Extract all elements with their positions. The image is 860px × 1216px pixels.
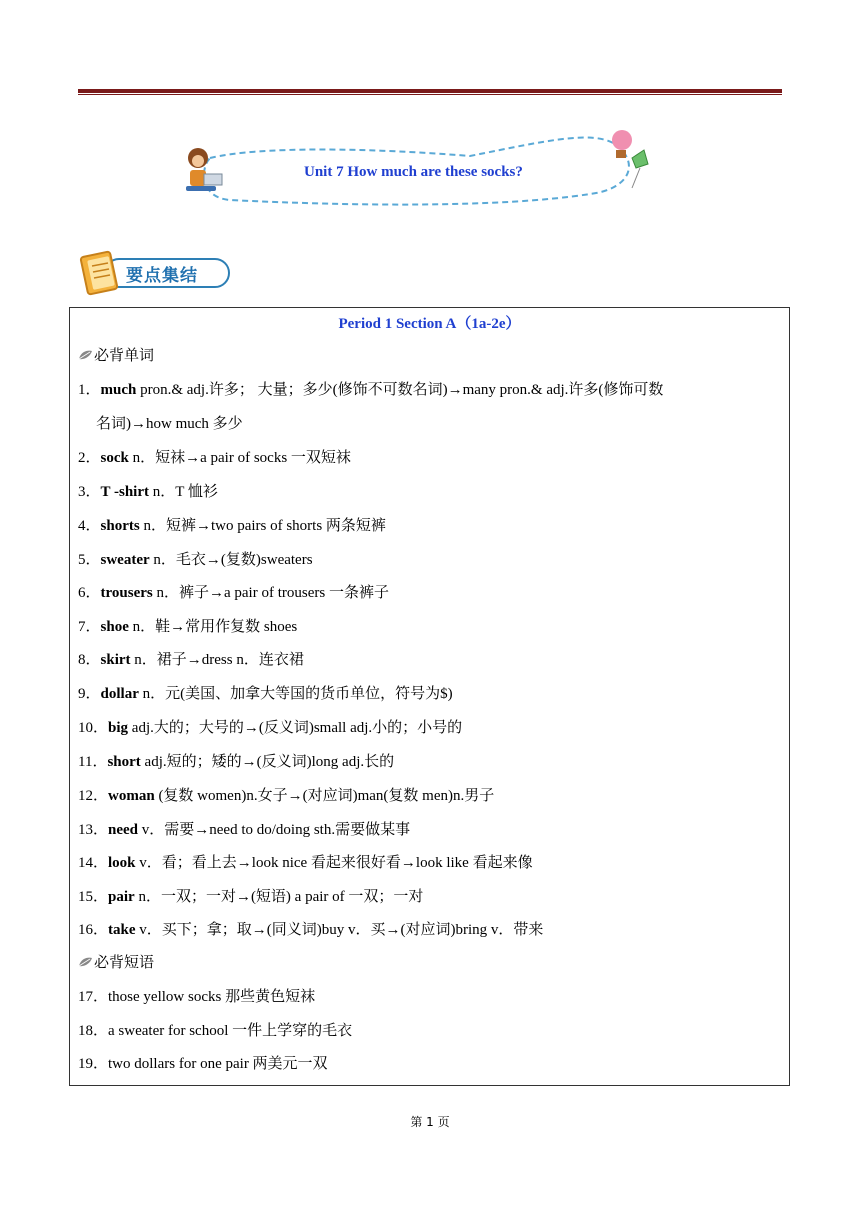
- heading-words-text: 必背单词: [94, 348, 155, 364]
- phrase-item-text: those yellow socks 那些黄色短袜: [108, 989, 316, 1005]
- vocab-item-number: 8．: [78, 652, 101, 668]
- vocab-item-word: trousers: [100, 585, 153, 601]
- vocab-item-word: short: [107, 754, 141, 770]
- vocab-item-word: dollar: [100, 686, 139, 702]
- vocab-item-definition: pron.& adj.许多； 大量；多少(修饰不可数名词)→many pron.& adj.许多(修饰可数: [136, 382, 664, 398]
- vocab-item-definition: n．一双；一对→(短语) a pair of 一双；一对: [134, 889, 424, 905]
- period-title: Period 1 Section A（1a-2e）: [338, 316, 521, 332]
- vocab-item-definition: (复数 women)n.女子→(对应词)man(复数 men)n.男子: [154, 788, 495, 804]
- vocab-item-word: need: [108, 822, 139, 838]
- page-footer: 第 1 页: [410, 1115, 450, 1129]
- vocab-item-word: shoe: [100, 619, 129, 635]
- vocab-item: [78, 885, 423, 906]
- vocab-item: [78, 648, 304, 669]
- leaf-bullet-icon: [78, 956, 93, 968]
- vocab-item-definition: n．短裤→two pairs of shorts 两条短裤: [139, 518, 386, 534]
- vocab-item: [78, 548, 313, 569]
- vocab-item-definition: v．买下；拿；取→(同义词)buy v．买→(对应词)bring v．带来: [135, 922, 544, 938]
- vocab-item-definition: n．T 恤衫: [149, 484, 218, 500]
- heading-phrases: [78, 951, 154, 972]
- vocab-item: [78, 716, 462, 737]
- phrase-item: [78, 1052, 328, 1073]
- vocab-item: [78, 514, 386, 535]
- vocab-item-definition: v．看；看上去→look nice 看起来很好看→look like 看起来像: [135, 855, 533, 871]
- vocab-item: [78, 818, 410, 839]
- vocab-item: [78, 581, 389, 602]
- vocab-item-word: pair: [108, 889, 135, 905]
- heading-words: [78, 344, 154, 365]
- phrase-item-number: 17．: [78, 989, 109, 1005]
- vocab-item-word: skirt: [100, 652, 131, 668]
- vocab-item-number: 6．: [78, 585, 101, 601]
- vocab-item-word: woman: [108, 788, 155, 804]
- vocab-item-number: 15．: [78, 889, 109, 905]
- vocab-item-number: 4．: [78, 518, 101, 534]
- unit-title: Unit 7 How much are these socks?: [304, 164, 523, 180]
- phrase-item: [78, 985, 315, 1006]
- vocab-item: [78, 918, 543, 939]
- vocab-item-definition: n．短袜→a pair of socks 一双短袜: [128, 450, 351, 466]
- vocab-item-definition: n．裤子→a pair of trousers 一条裤子: [152, 585, 389, 601]
- vocab-item-definition: v．需要→need to do/doing sth.需要做某事: [138, 822, 411, 838]
- vocab-item: [78, 682, 453, 703]
- unit-banner: [170, 118, 660, 218]
- vocab-item-word: look: [108, 855, 136, 871]
- vocab-item-definition: n．裙子→dress n．连衣裙: [130, 652, 304, 668]
- vocab-item-number: 1．: [78, 382, 101, 398]
- vocab-item-word: sweater: [100, 552, 150, 568]
- vocab-item: [78, 446, 351, 467]
- vocab-item-number: 3．: [78, 484, 101, 500]
- vocab-item-definition: n．毛衣→(复数)sweaters: [149, 552, 313, 568]
- header-rule: [78, 89, 782, 93]
- section-badge-label: 要点集结: [126, 266, 198, 286]
- phrase-item-number: 18．: [78, 1023, 109, 1039]
- vocab-item: [78, 378, 663, 399]
- vocab-item: [78, 750, 394, 771]
- vocab-item-number: 7．: [78, 619, 101, 635]
- vocab-item-word: sock: [100, 450, 129, 466]
- phrase-item: [78, 1019, 352, 1040]
- vocab-item-definition: adj.大的；大号的→(反义词)small adj.小的；小号的: [128, 720, 463, 736]
- content-box: [69, 307, 790, 1086]
- phrase-item-text: a sweater for school 一件上学穿的毛衣: [108, 1023, 353, 1039]
- vocab-item: [78, 784, 494, 805]
- vocab-item-word: much: [100, 382, 137, 398]
- heading-phrases-text: 必背短语: [94, 955, 155, 971]
- phrase-item-number: 19．: [78, 1056, 109, 1072]
- phrase-item-text: two dollars for one pair 两美元一双: [108, 1056, 328, 1072]
- vocab-item-word: T -shirt: [100, 484, 149, 500]
- vocab-item-number: 13．: [78, 822, 109, 838]
- vocab-item: [78, 615, 297, 636]
- vocab-item-number: 12．: [78, 788, 109, 804]
- vocab-item-number: 2．: [78, 450, 101, 466]
- vocab-item-number: 5．: [78, 552, 101, 568]
- vocab-item-number: 10．: [78, 720, 109, 736]
- vocab-item-word: shorts: [100, 518, 140, 534]
- vocab-item-number: 14．: [78, 855, 109, 871]
- vocab-item-word: take: [108, 922, 136, 938]
- vocab-item: [78, 480, 218, 501]
- vocab-item-number: 9．: [78, 686, 101, 702]
- vocab-item-number: 16．: [78, 922, 109, 938]
- vocab-item-definition: n．元(美国、加拿大等国的货币单位，符号为$): [138, 686, 453, 702]
- vocab-item-word: big: [108, 720, 129, 736]
- leaf-bullet-icon: [78, 349, 93, 361]
- vocab-item-definition: adj.短的；矮的→(反义词)long adj.长的: [140, 754, 395, 770]
- header-rule-thin: [78, 94, 782, 95]
- section-badge: [78, 248, 232, 298]
- vocab-item-number: 11．: [78, 754, 108, 770]
- vocab-item-continuation: 名词)→how much 多少: [96, 416, 243, 432]
- vocab-item: [78, 851, 533, 872]
- vocab-item-definition: n．鞋→常用作复数 shoes: [128, 619, 298, 635]
- book-icon: [78, 248, 128, 298]
